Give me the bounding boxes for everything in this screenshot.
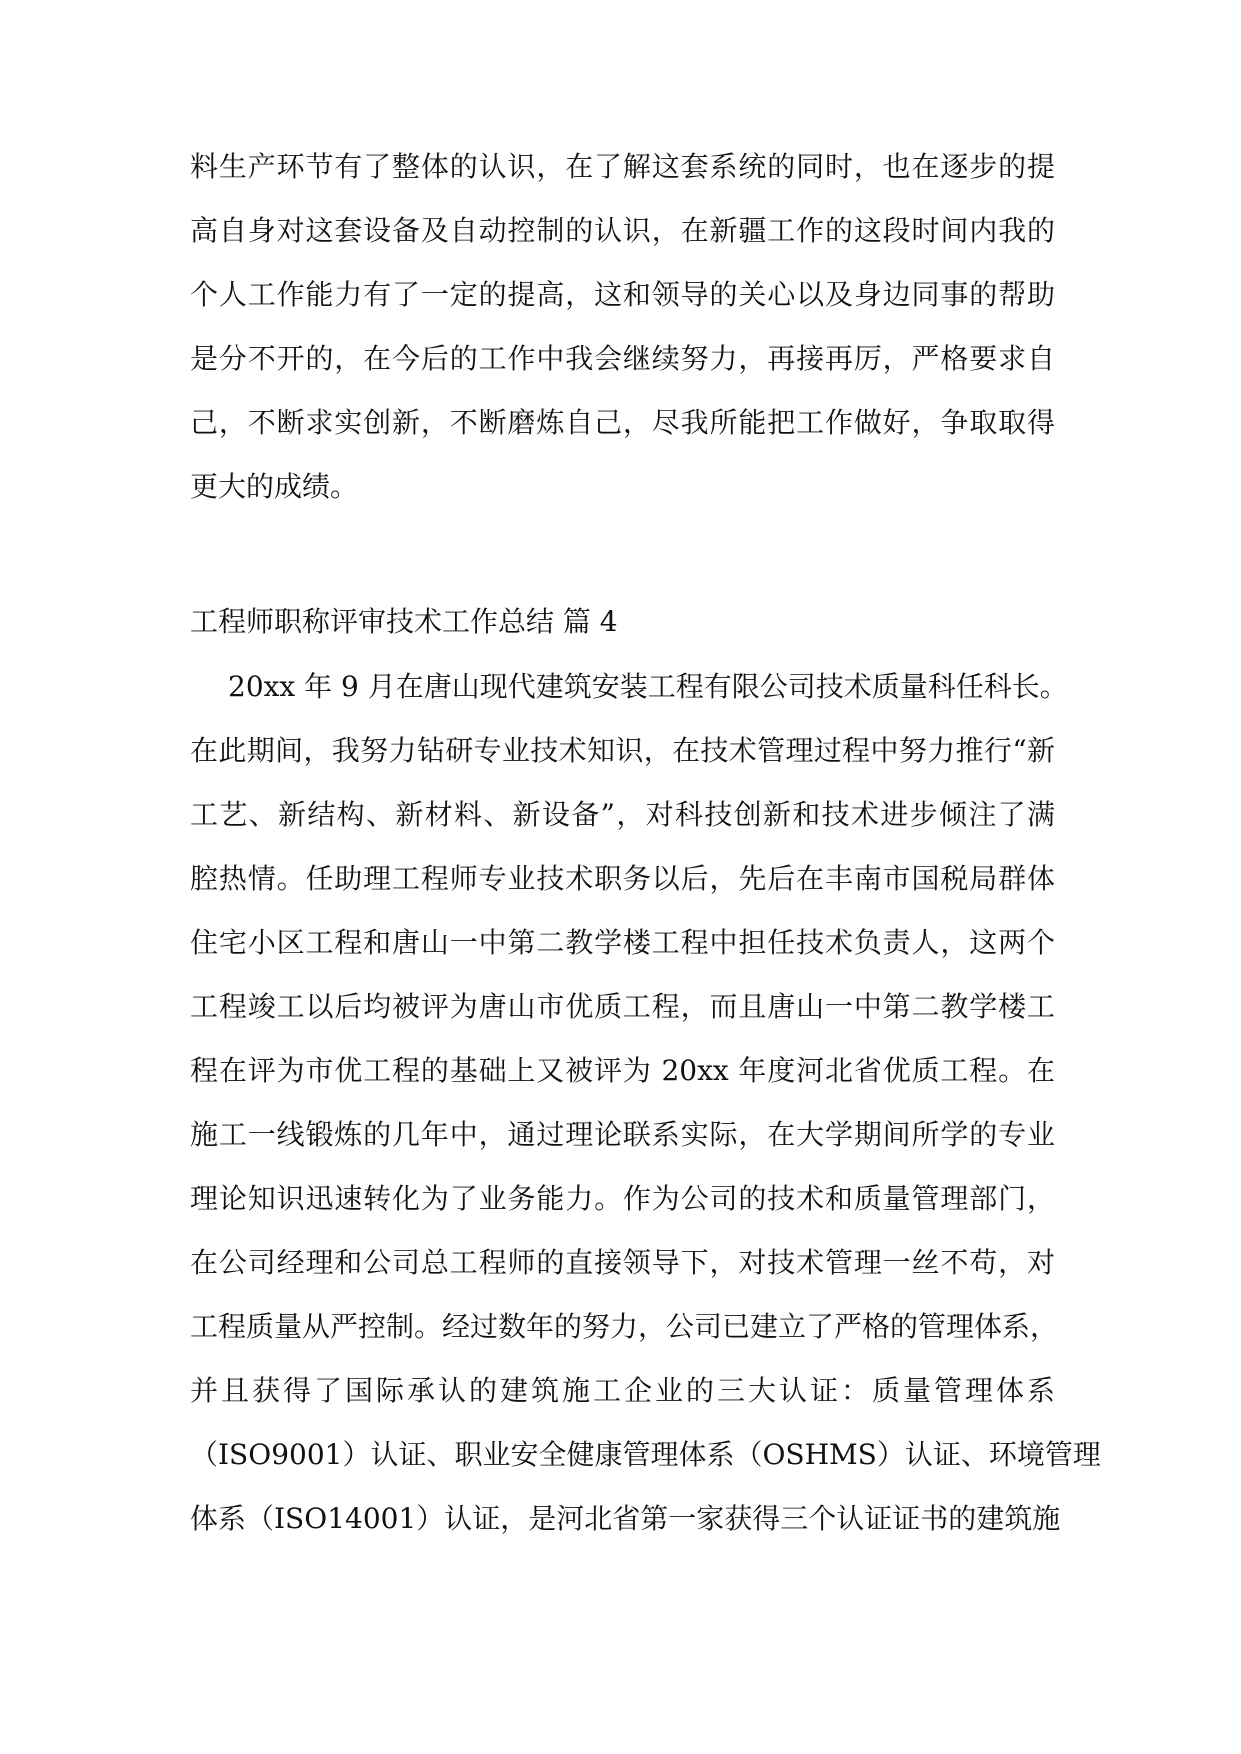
section-heading: 工程师职称评审技术工作总结 篇 4 — [190, 605, 618, 638]
text-line: 是分不开的，在今后的工作中我会继续努力，再接再厉，严格要求自 — [190, 342, 1055, 375]
text-line: 在此期间，我努力钻研专业技术知识，在技术管理过程中努力推行“新 — [190, 734, 1055, 767]
text-line: 施工一线锻炼的几年中，通过理论联系实际，在大学期间所学的专业 — [190, 1118, 1055, 1151]
text-line: 工程竣工以后均被评为唐山市优质工程，而且唐山一中第二教学楼工 — [190, 990, 1055, 1023]
text-line: 料生产环节有了整体的认识，在了解这套系统的同时，也在逐步的提 — [190, 150, 1055, 183]
text-line: 个人工作能力有了一定的提高，这和领导的关心以及身边同事的帮助 — [190, 278, 1055, 311]
paragraph-continuation — [190, 135, 1055, 519]
text-line: 己，不断求实创新，不断磨炼自己，尽我所能把工作做好，争取取得 — [190, 406, 1055, 439]
text-line: 住宅小区工程和唐山一中第二教学楼工程中担任技术负责人，这两个 — [190, 926, 1055, 959]
paragraph-body — [190, 655, 1101, 1551]
text-line: 理论知识迅速转化为了业务能力。作为公司的技术和质量管理部门， — [190, 1182, 1055, 1215]
text-line: 腔热情。任助理工程师专业技术职务以后，先后在丰南市国税局群体 — [190, 862, 1055, 895]
text-line: （ISO9001）认证、职业安全健康管理体系（OSHMS）认证、环境管理 — [190, 1438, 1101, 1471]
text-line: 20xx 年 9 月在唐山现代建筑安装工程有限公司技术质量科任科长。 — [228, 670, 1068, 703]
text-line: 更大的成绩。 — [190, 470, 359, 503]
text-line: 工艺、新结构、新材料、新设备”，对科技创新和技术进步倾注了满 — [190, 798, 1055, 831]
text-line: 在公司经理和公司总工程师的直接领导下，对技术管理一丝不苟，对 — [190, 1246, 1055, 1279]
text-line: 并且获得了国际承认的建筑施工企业的三大认证：质量管理体系 — [190, 1374, 1055, 1407]
text-line: 工程质量从严控制。经过数年的努力，公司已建立了严格的管理体系， — [190, 1310, 1059, 1343]
text-line: 高自身对这套设备及自动控制的认识，在新疆工作的这段时间内我的 — [190, 214, 1055, 247]
text-line: 程在评为市优工程的基础上又被评为 20xx 年度河北省优质工程。在 — [190, 1054, 1055, 1087]
text-line: 体系（ISO14001）认证，是河北省第一家获得三个认证证书的建筑施 — [190, 1502, 1061, 1535]
